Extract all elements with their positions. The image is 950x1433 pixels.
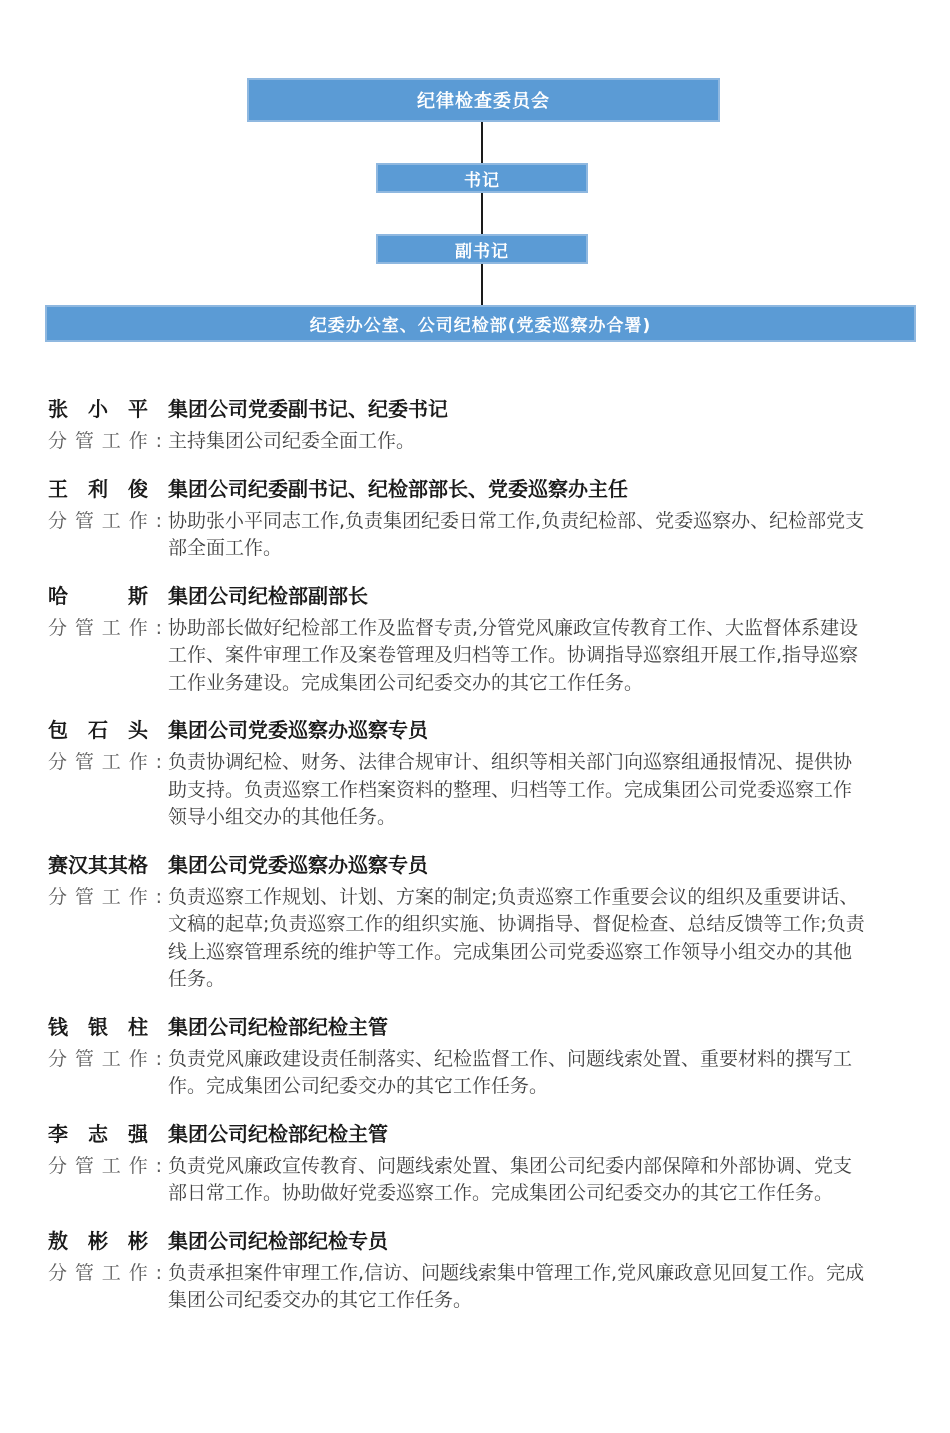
- person-name: 钱银柱: [48, 1014, 148, 1039]
- personnel-list: [0, 345, 950, 1376]
- person-title: 集团公司党委副书记、纪委书记: [168, 397, 448, 421]
- entry-header: [48, 853, 868, 878]
- person-name: 敖彬彬: [48, 1228, 148, 1253]
- duty-label: 分管工作:: [48, 430, 162, 452]
- entry-duty: [48, 1153, 868, 1208]
- entry-duty: [48, 428, 868, 456]
- person-title: 集团公司党委巡察办巡察专员: [168, 852, 428, 877]
- person-title: 集团公司纪检部纪检主管: [168, 1014, 388, 1039]
- person-title: 集团公司纪检部副部长: [168, 583, 368, 608]
- duty-label: 分管工作:: [48, 509, 162, 532]
- entry-duty: [48, 1046, 868, 1101]
- person-name: 王利俊: [48, 476, 148, 501]
- duty-label: 分管工作:: [48, 751, 162, 773]
- chart-node-office: 纪委办公室、公司纪检部(党委巡察办合署): [45, 305, 916, 342]
- person-name: 张小平: [48, 397, 148, 421]
- duty-text: 负责巡察工作规划、计划、方案的制定;负责巡察工作重要会议的组织及重要讲话、文稿的起草;负责巡察工作的组织实施、协调指导、督促检查、总结反馈等工作;负责线上巡察管理系统的维护等工作。完成集团公司党委巡察工作领导小组交办的其他任务。: [168, 885, 865, 990]
- duty-text: 负责党风廉政建设责任制落实、纪检监督工作、问题线索处置、重要材料的撰写工作。完成集团公司纪委交办的其它工作任务。: [168, 1047, 853, 1097]
- personnel-entry: [48, 853, 868, 994]
- person-title: 集团公司纪检部纪检专员: [168, 1228, 388, 1253]
- entry-header: [48, 718, 868, 743]
- duty-label: 分管工作:: [48, 1154, 162, 1177]
- person-name: 包石头: [48, 718, 148, 742]
- entry-header: [48, 1015, 868, 1040]
- duty-text: 负责协调纪检、财务、法律合规审计、组织等相关部门向巡察组通报情况、提供协助支持。负责巡察工作档案资料的整理、归档等工作。完成集团公司党委巡察工作领导小组交办的其他任务。: [168, 751, 853, 828]
- entry-duty: [48, 1260, 868, 1315]
- person-title: 集团公司纪检部纪检主管: [168, 1121, 388, 1146]
- person-name: 赛汉其其格: [48, 852, 148, 877]
- personnel-entry: [48, 1015, 868, 1101]
- duty-text: 协助部长做好纪检部工作及监督专责,分管党风廉政宣传教育工作、大监督体系建设工作、案件审理工作及案卷管理及归档等工作。协调指导巡察组开展工作,指导巡察工作业务建设。完成集团公司纪委交办的其它工作任务。: [168, 616, 859, 694]
- entry-header: [48, 477, 868, 502]
- duty-text: 协助张小平同志工作,负责集团纪委日常工作,负责纪检部、党委巡察办、纪检部党支部全面工作。: [168, 509, 865, 559]
- person-name: 李志强: [48, 1121, 148, 1146]
- org-chart: [0, 0, 950, 345]
- duty-label: 分管工作:: [48, 616, 162, 639]
- personnel-entry: [48, 1229, 868, 1315]
- entry-header: [48, 397, 868, 422]
- person-name: 哈斯: [48, 583, 148, 608]
- duty-label: 分管工作:: [48, 1047, 162, 1070]
- entry-duty: [48, 508, 868, 563]
- personnel-entry: [48, 1122, 868, 1208]
- personnel-entry: [48, 397, 868, 456]
- chart-node-secretary: 书记: [376, 163, 588, 193]
- entry-header: [48, 1229, 868, 1254]
- duty-label: 分管工作:: [48, 885, 162, 908]
- personnel-entry: [48, 718, 868, 832]
- duty-text: 主持集团公司纪委全面工作。: [168, 430, 416, 452]
- connector-line: [481, 193, 483, 234]
- duty-label: 分管工作:: [48, 1261, 162, 1284]
- duty-text: 负责党风廉政宣传教育、问题线索处置、集团公司纪委内部保障和外部协调、党支部日常工作。协助做好党委巡察工作。完成集团公司纪委交办的其它工作任务。: [168, 1154, 853, 1204]
- person-title: 集团公司党委巡察办巡察专员: [168, 718, 428, 742]
- connector-line: [481, 264, 483, 305]
- entry-duty: [48, 749, 868, 832]
- entry-header: [48, 1122, 868, 1147]
- entry-duty: [48, 615, 868, 698]
- personnel-entry: [48, 477, 868, 563]
- personnel-entry: [48, 584, 868, 698]
- duty-text: 负责承担案件审理工作,信访、问题线索集中管理工作,党风廉政意见回复工作。完成集团公司纪委交办的其它工作任务。: [168, 1261, 865, 1311]
- connector-line: [481, 122, 483, 163]
- chart-node-committee: 纪律检查委员会: [247, 78, 720, 122]
- entry-header: [48, 584, 868, 609]
- entry-duty: [48, 884, 868, 994]
- person-title: 集团公司纪委副书记、纪检部部长、党委巡察办主任: [168, 476, 628, 501]
- chart-node-deputy-secretary: 副书记: [376, 234, 588, 264]
